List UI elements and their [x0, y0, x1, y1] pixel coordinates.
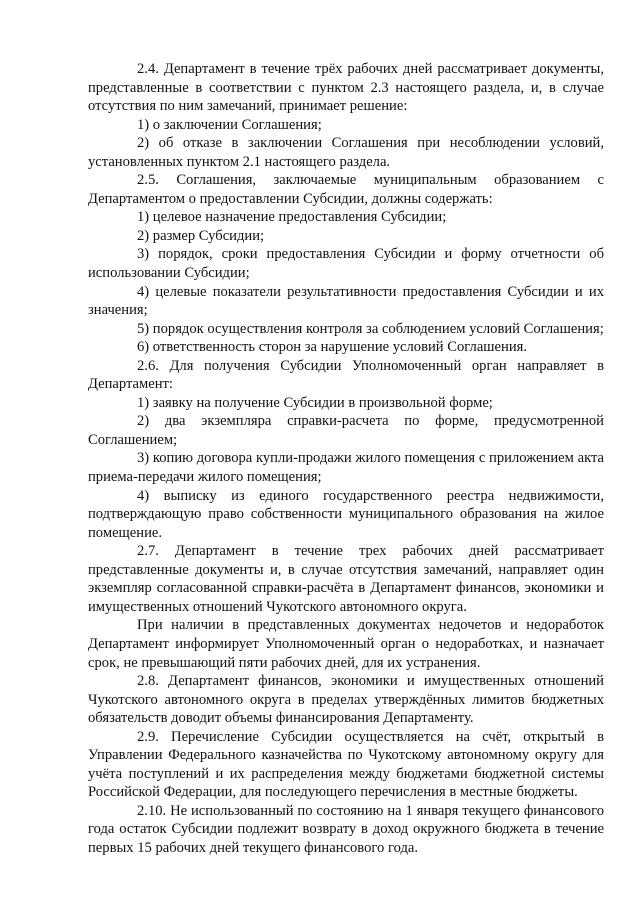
list-item-2-4-1: 1) о заключении Соглашения;: [137, 116, 322, 133]
paragraph-2-6: 2.6. Для получения Субсидии Уполномоченный орган направляет в Департамент:: [88, 357, 604, 393]
list-item-2-5-3: 3) порядок, сроки предоставления Субсидии и форму отчетности об использовании Субсидии;: [88, 246, 604, 282]
list-item-2-5-6: 6) ответственность сторон за нарушение условий Соглашения.: [137, 339, 527, 356]
paragraph-2-5: 2.5. Соглашения, заключаемые муниципальным образованием с Департаментом о предоставлении Субсидии, должны содержать:: [88, 172, 604, 207]
paragraph-2-10: 2.10. Не использованный по состоянию на 1 января текущего финансового года остаток Субсидии подлежит возврату в доход окружного бюджета в течение первых 15 рабочих дней текущего финансового года.: [88, 802, 604, 856]
list-item-2-5-5: 5) порядок осуществления контроля за соблюдением условий Соглашения;: [137, 320, 604, 337]
paragraph-2-9: 2.9. Перечисление Субсидии осуществляется на счёт, открытый в Управлении Федерального казначейства по Чукотскому автономному округу для учёта поступлений и их распределения между бюджетами бюджетной системы Российской Федерации, для последующего перечисления в местные бюджеты.: [88, 728, 604, 801]
list-item-2-6-2: 2) два экземпляра справки-расчета по форме, предусмотренной Соглашением;: [88, 413, 604, 448]
document-page: [88, 60, 604, 858]
list-item-2-6-3: 3) копию договора купли-продажи жилого помещения с приложением акта приема-передачи жилого помещения;: [88, 450, 604, 486]
list-item-2-5-2: 2) размер Субсидии;: [137, 227, 265, 244]
list-item-2-5-4: 4) целевые показатели результативности предоставления Субсидии и их значения;: [88, 283, 604, 319]
list-item-2-6-1: 1) заявку на получение Субсидии в произвольной форме;: [137, 394, 493, 411]
list-item-2-6-4: 4) выписку из единого государственного реестра недвижимости, подтверждающую право собственности муниципального образования на жилое помещение.: [88, 487, 604, 541]
paragraph-2-7-continued: При наличии в представленных документах недочетов и недоработок Департамент информирует Уполномоченный орган о недоработках, и назначает срок, не превышающий пяти рабочих дней, для их устранения.: [88, 617, 604, 671]
paragraph-2-8: 2.8. Департамент финансов, экономики и имущественных отношений Чукотского автономного округа в пределах утверждённых лимитов бюджетных обязательств доводит объемы финансирования Департаменту.: [88, 673, 604, 727]
list-item-2-5-1: 1) целевое назначение предоставления Субсидии;: [137, 209, 447, 226]
list-item-2-4-2: 2) об отказе в заключении Соглашения при несоблюдении условий, установленных пунктом 2.1 настоящего раздела.: [88, 135, 604, 170]
paragraph-2-4: 2.4. Департамент в течение трёх рабочих дней рассматривает документы, представленные в соответствии с пунктом 2.3 настоящего раздела, и, в случае отсутствия по ним замечаний, принимает решение:: [88, 61, 604, 115]
paragraph-2-7: 2.7. Департамент в течение трех рабочих дней рассматривает представленные документы и, в случае отсутствия замечаний, направляет один экземпляр согласованной справки-расчёта в Департамент финансов, экономики и имущественных отношений Чукотского автономного округа.: [88, 543, 604, 615]
